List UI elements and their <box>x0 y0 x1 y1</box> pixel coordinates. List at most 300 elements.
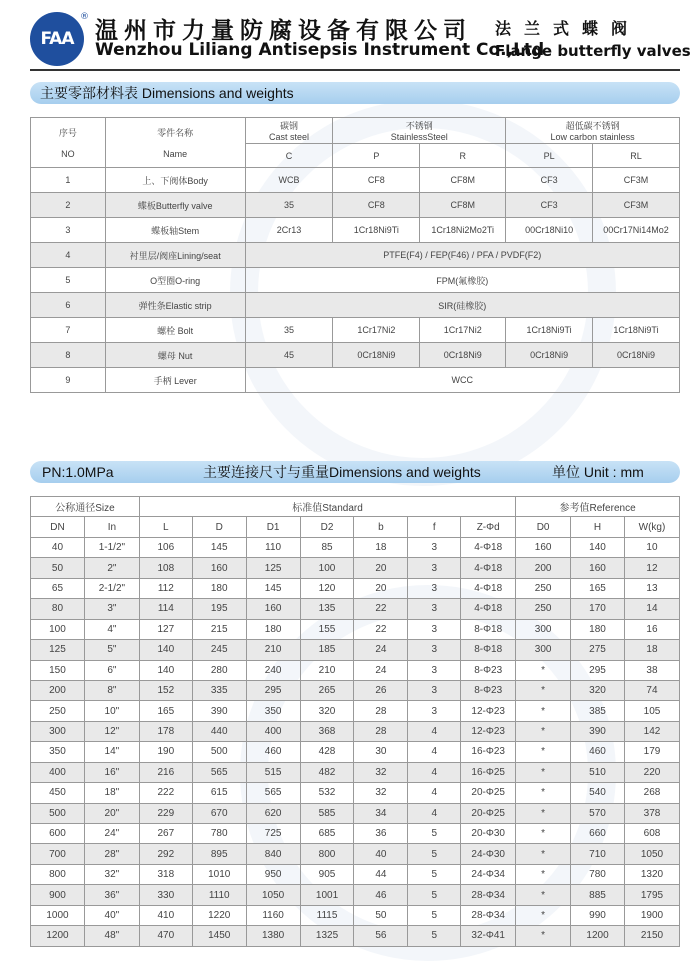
dimension-cell: 320 <box>300 701 354 721</box>
dimension-cell: 4 <box>408 803 461 823</box>
dimension-cell: 14" <box>84 742 139 762</box>
dimension-cell: 570 <box>571 803 625 823</box>
dimension-cell: 515 <box>246 762 300 782</box>
material-cell: CF3 <box>506 168 593 193</box>
dimension-cell: 4 <box>408 762 461 782</box>
dimension-cell: 34 <box>354 803 408 823</box>
dimension-cell: 3 <box>408 701 461 721</box>
dimension-cell: 50 <box>354 905 408 925</box>
dimension-cell: 1795 <box>624 885 679 905</box>
dimension-cell: * <box>516 701 571 721</box>
dimension-cell: 114 <box>139 599 192 619</box>
size-group-header: 公称通径Size <box>31 497 140 517</box>
dimension-cell: 300 <box>516 640 571 660</box>
dimension-cell: 140 <box>139 640 192 660</box>
dimension-cell: 2" <box>84 558 139 578</box>
dimension-cell: 38 <box>624 660 679 680</box>
dimension-cell: 4-Φ18 <box>461 599 516 619</box>
dimension-cell: 710 <box>571 844 625 864</box>
material-cell: 1Cr18Ni9Ti <box>333 218 420 243</box>
pressure-label: PN:1.0MPa <box>42 464 114 480</box>
table-row <box>31 578 680 598</box>
dimension-cell: 1115 <box>300 905 354 925</box>
material-cell: CF3M <box>593 168 680 193</box>
table-row <box>31 168 680 193</box>
product-name-cn: 法兰式蝶阀 <box>495 19 641 38</box>
dimension-cell: 350 <box>246 701 300 721</box>
dimension-cell: 200 <box>31 680 85 700</box>
dimension-cell: 1380 <box>246 926 300 946</box>
dimension-cell: 585 <box>300 803 354 823</box>
dimension-cell: 4-Φ18 <box>461 537 516 557</box>
dimension-cell: 14 <box>624 599 679 619</box>
dimension-cell: 1450 <box>192 926 246 946</box>
dimension-cell: * <box>516 803 571 823</box>
dimension-cell: 3 <box>408 599 461 619</box>
dimension-cell: 268 <box>624 783 679 803</box>
dimension-cell: 670 <box>192 803 246 823</box>
dimension-cell: 565 <box>192 762 246 782</box>
dimension-cell: * <box>516 721 571 741</box>
dimension-cell: 368 <box>300 721 354 741</box>
dimension-cell: 160 <box>246 599 300 619</box>
dimension-cell: 292 <box>139 844 192 864</box>
dimension-cell: 160 <box>571 558 625 578</box>
table-row <box>31 721 680 741</box>
dimension-cell: 28" <box>84 844 139 864</box>
dimension-cell: 36 <box>354 824 408 844</box>
dimension-cell: 32" <box>84 864 139 884</box>
dimension-cell: 32 <box>354 783 408 803</box>
dimension-cell: 145 <box>192 537 246 557</box>
row-number-cell: 3 <box>31 218 106 243</box>
dimension-cell: 450 <box>31 783 85 803</box>
row-number-cell: 9 <box>31 368 106 393</box>
dimension-cell: 600 <box>31 824 85 844</box>
material-cell: 35 <box>245 318 333 343</box>
dimension-cell: 16 <box>624 619 679 639</box>
dimension-cell: 24-Φ30 <box>461 844 516 864</box>
dimension-cell: 800 <box>300 844 354 864</box>
dimension-cell: 460 <box>246 742 300 762</box>
dimension-cell: * <box>516 926 571 946</box>
dimension-cell: 3 <box>408 537 461 557</box>
row-number-cell: 5 <box>31 268 106 293</box>
table-row <box>31 783 680 803</box>
column-header: D2 <box>300 517 354 537</box>
table-row <box>31 343 680 368</box>
dimension-cell: 320 <box>571 680 625 700</box>
dimension-cell: 50 <box>31 558 85 578</box>
dimension-cell: 24 <box>354 640 408 660</box>
dimension-cell: 10 <box>624 537 679 557</box>
table-row <box>31 926 680 946</box>
table-row <box>31 619 680 639</box>
dimension-cell: 840 <box>246 844 300 864</box>
dimension-cell: 18" <box>84 783 139 803</box>
dimension-cell: 24 <box>354 660 408 680</box>
dimension-cell: 440 <box>192 721 246 741</box>
dimensions-column-header-row <box>31 517 680 537</box>
material-cell: 0Cr18Ni9 <box>420 343 506 368</box>
column-header: D0 <box>516 517 571 537</box>
material-cell: SIR(硅橡胶) <box>245 293 679 318</box>
dimension-cell: 780 <box>571 864 625 884</box>
dimension-cell: 885 <box>571 885 625 905</box>
dimension-cell: 22 <box>354 599 408 619</box>
dimension-cell: 40" <box>84 905 139 925</box>
dimension-cell: 615 <box>192 783 246 803</box>
dimension-cell: 8-Φ18 <box>461 619 516 639</box>
dimension-cell: 165 <box>571 578 625 598</box>
dimension-cell: 179 <box>624 742 679 762</box>
material-cell: CF8 <box>333 168 420 193</box>
dimension-cell: 3 <box>408 660 461 680</box>
part-name-cell: 衬里层/阀座Lining/seat <box>105 243 245 268</box>
dimension-cell: 65 <box>31 578 85 598</box>
dimension-cell: 12 <box>624 558 679 578</box>
dimension-cell: * <box>516 824 571 844</box>
header-divider <box>30 69 680 71</box>
dimension-cell: 3" <box>84 599 139 619</box>
dimension-cell: 127 <box>139 619 192 639</box>
dimension-cell: 28-Φ34 <box>461 885 516 905</box>
dimension-cell: 26 <box>354 680 408 700</box>
dimension-cell: 470 <box>139 926 192 946</box>
dimension-cell: 400 <box>31 762 85 782</box>
dimension-cell: 250 <box>516 578 571 598</box>
dimension-cell: 990 <box>571 905 625 925</box>
dimension-cell: 18 <box>354 537 408 557</box>
dimension-cell: 390 <box>571 721 625 741</box>
dimension-cell: * <box>516 885 571 905</box>
dimension-cell: 74 <box>624 680 679 700</box>
row-number-cell: 2 <box>31 193 106 218</box>
low-carbon-header: 超低碳不锈钢 Low carbon stainless <box>506 118 680 144</box>
dimension-cell: 295 <box>571 660 625 680</box>
table-row <box>31 762 680 782</box>
dimension-cell: 12-Φ23 <box>461 701 516 721</box>
dimension-cell: 280 <box>192 660 246 680</box>
dimension-cell: 1010 <box>192 864 246 884</box>
dimension-cell: 28 <box>354 721 408 741</box>
dimension-cell: 800 <box>31 864 85 884</box>
dimension-cell: 240 <box>246 660 300 680</box>
column-header: D <box>192 517 246 537</box>
company-name-cn: 温州市力量防腐设备有限公司 <box>95 18 472 44</box>
dimension-cell: 20-Φ25 <box>461 783 516 803</box>
dimension-cell: 335 <box>192 680 246 700</box>
dimension-cell: 1050 <box>246 885 300 905</box>
dimension-cell: 145 <box>246 578 300 598</box>
dimension-cell: * <box>516 905 571 925</box>
dimension-cell: 5 <box>408 864 461 884</box>
dimension-cell: 700 <box>31 844 85 864</box>
dimension-cell: 8-Φ18 <box>461 640 516 660</box>
row-number-cell: 1 <box>31 168 106 193</box>
dimension-cell: 20" <box>84 803 139 823</box>
materials-header-row <box>31 118 680 144</box>
dimension-cell: 18 <box>624 640 679 660</box>
dimension-cell: 400 <box>246 721 300 741</box>
dimension-cell: 950 <box>246 864 300 884</box>
dimension-cell: 1000 <box>31 905 85 925</box>
dimension-cell: 140 <box>139 660 192 680</box>
dimension-cell: 5 <box>408 824 461 844</box>
table-row <box>31 318 680 343</box>
part-name-cell: 上、下阀体Body <box>105 168 245 193</box>
dimension-cell: 20 <box>354 558 408 578</box>
unit-label: 单位 Unit : mm <box>552 464 644 480</box>
dimension-cell: 1050 <box>624 844 679 864</box>
dimension-cell: 3 <box>408 680 461 700</box>
dimension-cell: 180 <box>571 619 625 639</box>
table-row <box>31 844 680 864</box>
material-cell: 1Cr17Ni2 <box>420 318 506 343</box>
table-row <box>31 293 680 318</box>
dimension-cell: 222 <box>139 783 192 803</box>
stainless-header: 不锈钢 StainlessSteel <box>333 118 506 144</box>
dimension-cell: 32 <box>354 762 408 782</box>
column-header: In <box>84 517 139 537</box>
dimension-cell: 540 <box>571 783 625 803</box>
cast-steel-header: 碳钢 Cast steel <box>245 118 333 144</box>
dimension-cell: 44 <box>354 864 408 884</box>
material-cell: WCC <box>245 368 679 393</box>
column-header: Z-Φd <box>461 517 516 537</box>
dimension-cell: 1325 <box>300 926 354 946</box>
material-cell: CF8M <box>420 168 506 193</box>
materials-body <box>31 168 680 393</box>
material-cell: 00Cr17Ni14Mo2 <box>593 218 680 243</box>
dimension-cell: 216 <box>139 762 192 782</box>
dimension-cell: 4" <box>84 619 139 639</box>
no-header: 序号 NO <box>31 118 106 168</box>
material-cell: WCB <box>245 168 333 193</box>
dimension-cell: 500 <box>31 803 85 823</box>
material-cell: CF3 <box>506 193 593 218</box>
dimension-cell: 125 <box>31 640 85 660</box>
dimension-cell: 215 <box>192 619 246 639</box>
dimension-cell: 1001 <box>300 885 354 905</box>
material-cell: 1Cr18Ni2Mo2Ti <box>420 218 506 243</box>
dimension-cell: 1320 <box>624 864 679 884</box>
dimension-cell: 170 <box>571 599 625 619</box>
dimension-cell: 195 <box>192 599 246 619</box>
dimension-cell: * <box>516 783 571 803</box>
material-cell: 35 <box>245 193 333 218</box>
column-header: L <box>139 517 192 537</box>
column-header: H <box>571 517 625 537</box>
table-row <box>31 268 680 293</box>
dimension-cell: 685 <box>300 824 354 844</box>
dimension-cell: 200 <box>516 558 571 578</box>
dimension-cell: * <box>516 680 571 700</box>
material-cell: 0Cr18Ni9 <box>506 343 593 368</box>
table-row <box>31 885 680 905</box>
dimension-cell: 660 <box>571 824 625 844</box>
table-row <box>31 701 680 721</box>
dimension-cell: 160 <box>192 558 246 578</box>
dimension-cell: * <box>516 762 571 782</box>
part-name-cell: 手柄 Lever <box>105 368 245 393</box>
table-row <box>31 640 680 660</box>
dimension-cell: 482 <box>300 762 354 782</box>
row-number-cell: 4 <box>31 243 106 268</box>
dimension-cell: 30 <box>354 742 408 762</box>
logo-text: FAA <box>40 29 74 49</box>
table-row <box>31 803 680 823</box>
dimension-cell: 56 <box>354 926 408 946</box>
dimension-cell: 905 <box>300 864 354 884</box>
material-cell: CF3M <box>593 193 680 218</box>
dimension-cell: 532 <box>300 783 354 803</box>
dimension-cell: 4 <box>408 721 461 741</box>
company-name-en: Wenzhou Liliang Antisepsis Instrument Co.,Ltd <box>95 40 545 60</box>
dimension-cell: 210 <box>246 640 300 660</box>
dimension-cell: 900 <box>31 885 85 905</box>
dimension-cell: 620 <box>246 803 300 823</box>
dimension-cell: 120 <box>300 578 354 598</box>
dimensions-section-title: 主要连接尺寸与重量Dimensions and weights <box>203 464 481 480</box>
dimension-cell: 150 <box>31 660 85 680</box>
dimension-cell: 28 <box>354 701 408 721</box>
dimensions-section-band <box>30 461 680 483</box>
materials-section-title: 主要零部材料表 Dimensions and weights <box>30 82 680 104</box>
dimension-cell: 500 <box>192 742 246 762</box>
dimension-cell: 100 <box>300 558 354 578</box>
dimension-cell: 36" <box>84 885 139 905</box>
material-cell: 1Cr18Ni9Ti <box>506 318 593 343</box>
part-name-cell: 蝶板Butterfly valve <box>105 193 245 218</box>
dimension-cell: 229 <box>139 803 192 823</box>
dimension-cell: 390 <box>192 701 246 721</box>
dimension-cell: 125 <box>246 558 300 578</box>
dimension-cell: * <box>516 742 571 762</box>
dimension-cell: * <box>516 844 571 864</box>
dimension-cell: 1900 <box>624 905 679 925</box>
dimension-cell: 8-Φ23 <box>461 660 516 680</box>
dimension-cell: 428 <box>300 742 354 762</box>
column-header: D1 <box>246 517 300 537</box>
table-row <box>31 243 680 268</box>
dimension-cell: 6" <box>84 660 139 680</box>
materials-table <box>30 117 680 393</box>
dimension-cell: 10" <box>84 701 139 721</box>
table-row <box>31 537 680 557</box>
dimension-cell: 318 <box>139 864 192 884</box>
dimension-cell: 4 <box>408 783 461 803</box>
dimension-cell: 12" <box>84 721 139 741</box>
row-number-cell: 7 <box>31 318 106 343</box>
material-cell: PTFE(F4) / FEP(F46) / PFA / PVDF(F2) <box>245 243 679 268</box>
material-cell: CF8 <box>333 193 420 218</box>
dimension-cell: 1-1/2" <box>84 537 139 557</box>
table-row <box>31 905 680 925</box>
dimension-cell: 40 <box>354 844 408 864</box>
material-cell: FPM(氟橡胶) <box>245 268 679 293</box>
grade-cell: PL <box>506 144 593 168</box>
table-row <box>31 193 680 218</box>
dimension-cell: 5 <box>408 844 461 864</box>
dimension-cell: 265 <box>300 680 354 700</box>
dimension-cell: 510 <box>571 762 625 782</box>
table-row <box>31 742 680 762</box>
part-name-cell: O型圈O-ring <box>105 268 245 293</box>
dimension-cell: 20-Φ30 <box>461 824 516 844</box>
dimension-cell: 220 <box>624 762 679 782</box>
table-row <box>31 864 680 884</box>
dimension-cell: 1220 <box>192 905 246 925</box>
dimension-cell: 190 <box>139 742 192 762</box>
table-row <box>31 558 680 578</box>
dimension-cell: 267 <box>139 824 192 844</box>
material-cell: 00Cr18Ni10 <box>506 218 593 243</box>
dimension-cell: 22 <box>354 619 408 639</box>
dimensions-table <box>30 496 680 947</box>
dimension-cell: 300 <box>31 721 85 741</box>
dimension-cell: 5 <box>408 926 461 946</box>
column-header: f <box>408 517 461 537</box>
dimension-cell: 110 <box>246 537 300 557</box>
dimension-cell: 2-1/2" <box>84 578 139 598</box>
material-cell: 1Cr18Ni9Ti <box>593 318 680 343</box>
registered-mark: ® <box>80 12 89 22</box>
dimension-cell: 24" <box>84 824 139 844</box>
dimension-cell: 378 <box>624 803 679 823</box>
dimension-cell: 250 <box>31 701 85 721</box>
dimension-cell: 20-Φ25 <box>461 803 516 823</box>
dimension-cell: 13 <box>624 578 679 598</box>
table-row <box>31 660 680 680</box>
dimension-cell: 185 <box>300 640 354 660</box>
part-name-cell: 弹性条Elastic strip <box>105 293 245 318</box>
column-header: W(kg) <box>624 517 679 537</box>
material-cell: CF8M <box>420 193 506 218</box>
dimension-cell: 40 <box>31 537 85 557</box>
dimension-cell: 48" <box>84 926 139 946</box>
dimension-cell: 85 <box>300 537 354 557</box>
standard-group-header: 标准值Standard <box>139 497 515 517</box>
dimension-cell: 245 <box>192 640 246 660</box>
dimension-cell: 3 <box>408 640 461 660</box>
dimension-cell: 460 <box>571 742 625 762</box>
material-cell: 45 <box>245 343 333 368</box>
dimension-cell: 160 <box>516 537 571 557</box>
dimension-cell: 80 <box>31 599 85 619</box>
dimension-cell: 46 <box>354 885 408 905</box>
dimension-cell: 295 <box>246 680 300 700</box>
dimension-cell: 350 <box>31 742 85 762</box>
dimensions-group-header-row <box>31 497 680 517</box>
dimension-cell: 106 <box>139 537 192 557</box>
dimension-cell: 895 <box>192 844 246 864</box>
dimension-cell: 155 <box>300 619 354 639</box>
dimension-cell: 210 <box>300 660 354 680</box>
dimension-cell: 105 <box>624 701 679 721</box>
dimension-cell: 4 <box>408 742 461 762</box>
dimension-cell: 2150 <box>624 926 679 946</box>
dimension-cell: 140 <box>571 537 625 557</box>
dimension-cell: * <box>516 864 571 884</box>
dimension-cell: 5 <box>408 885 461 905</box>
grade-cell: R <box>420 144 506 168</box>
dimension-cell: 4-Φ18 <box>461 578 516 598</box>
dimension-cell: 12-Φ23 <box>461 721 516 741</box>
dimension-cell: 16" <box>84 762 139 782</box>
dimension-cell: 24-Φ34 <box>461 864 516 884</box>
dimension-cell: 108 <box>139 558 192 578</box>
